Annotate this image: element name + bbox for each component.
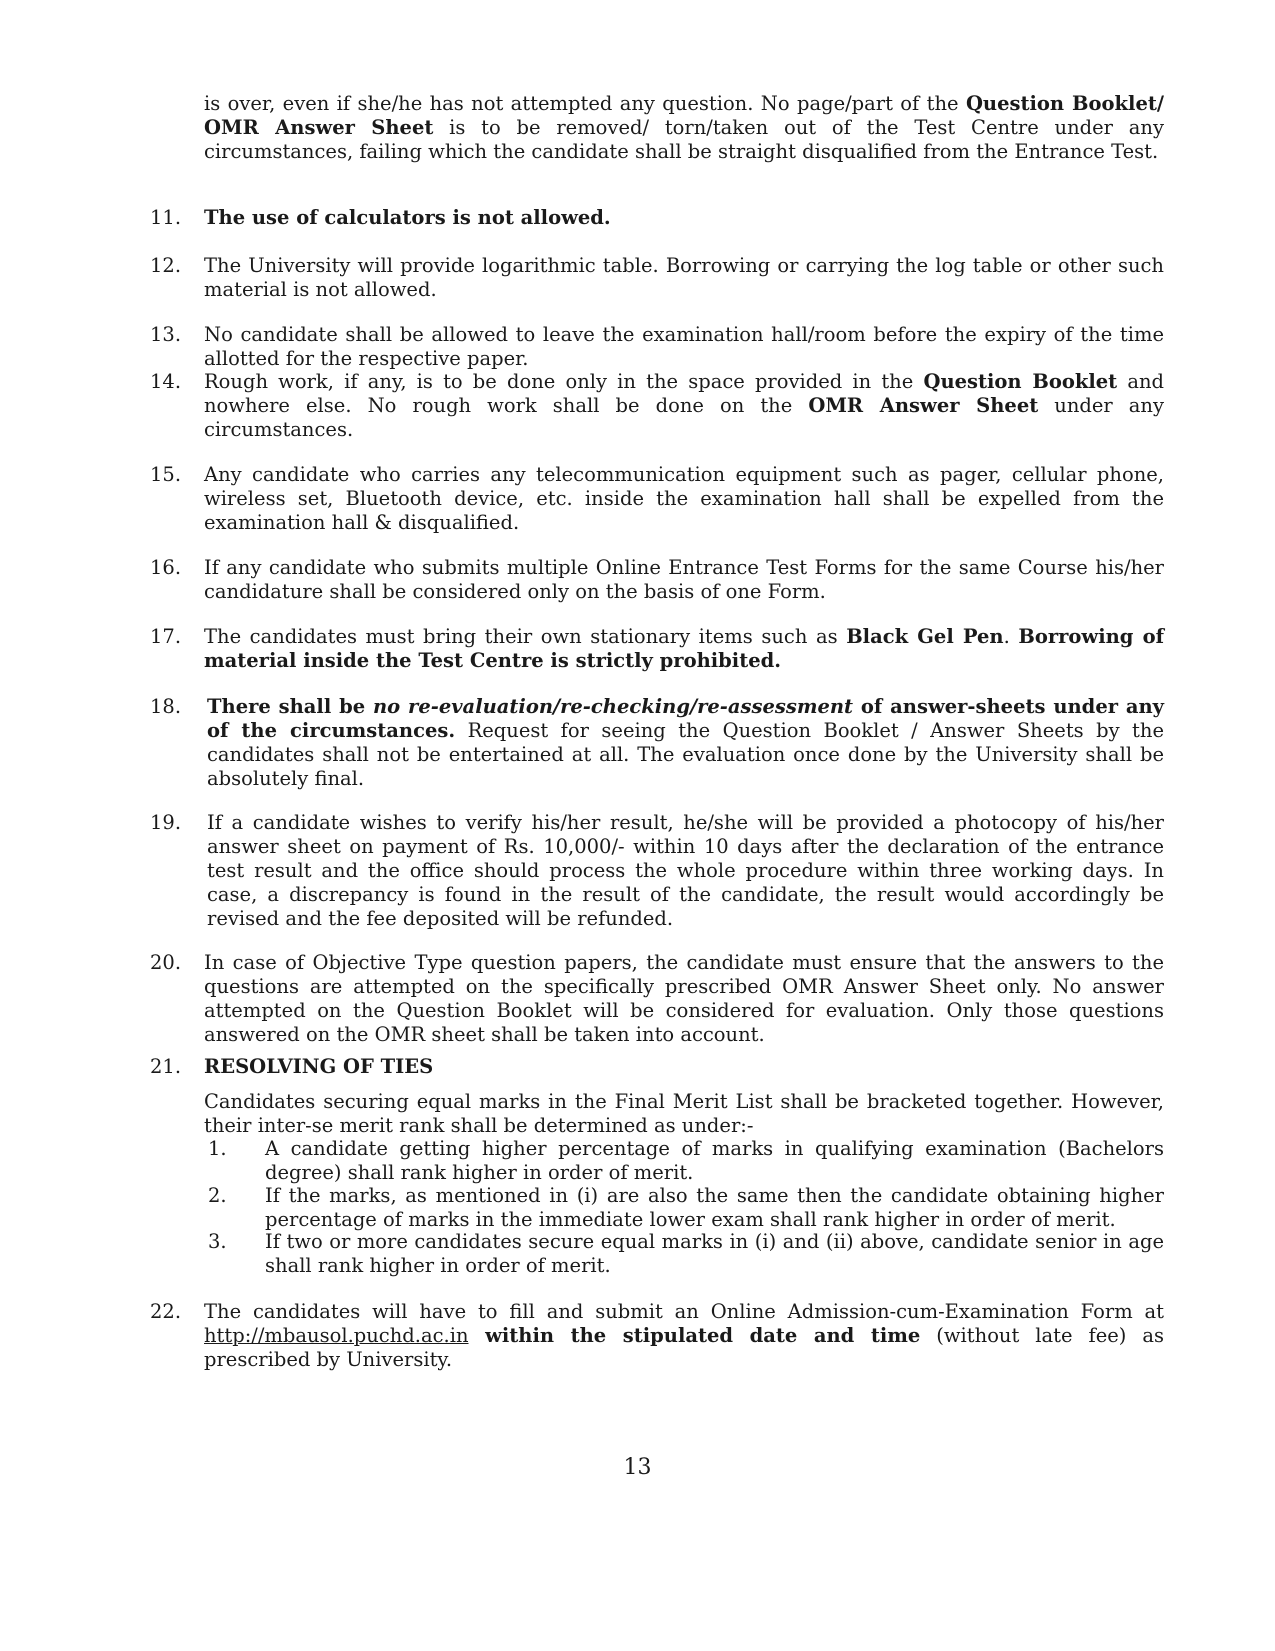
item-text: In case of Objective Type question papers, the candidate must ensure that the answers to the questions are attempted on the specifically prescribed OMR Answer Sheet only. No answer attempted on the Question Booklet will be considered for evaluation. Only those questions answered on the OMR sheet shall be taken into account. [204, 951, 1164, 1046]
item-number: 12. [150, 254, 182, 277]
list-item-19 [150, 811, 1164, 931]
item-text: Rough work, if any, is to be done only in the space provided in the Question Booklet and nowhere else. No rough work shall be done on the OMR Answer Sheet under any circumstances. [204, 370, 1165, 441]
item-number: 20. [150, 951, 182, 974]
sub-item-text: If two or more candidates secure equal marks in (i) and (ii) above, candidate senior in age shall rank higher in order of merit. [265, 1230, 1164, 1277]
list-item-11 [150, 206, 1164, 230]
item-number: 16. [150, 556, 182, 579]
item-number: 11. [150, 206, 182, 229]
page-number: 13 [623, 1455, 652, 1480]
item-number: 17. [150, 625, 182, 648]
item-text: The candidates must bring their own stationary items such as Black Gel Pen. Borrowing of material inside the Test Centre is strictly prohibited. [204, 625, 1164, 672]
sub-item-number: 1. [208, 1137, 227, 1160]
list-item-12 [150, 254, 1164, 302]
item-text: Any candidate who carries any telecommunication equipment such as pager, cellular phone, wireless set, Bluetooth device, etc. inside the examination hall shall be expelled from the examination hall & disqualified. [204, 463, 1164, 534]
item-text: If a candidate wishes to verify his/her result, he/she will be provided a photocopy of his/her answer sheet on payment of Rs. 10,000/- within 10 days after the declaration of the entrance test result and the office should process the whole procedure within three working days. In case, a discrepancy is found in the result of the candidate, the result would accordingly be revised and the fee deposited will be refunded. [207, 811, 1164, 930]
item-text: If any candidate who submits multiple Online Entrance Test Forms for the same Course his/her candidature shall be considered only on the basis of one Form. [204, 556, 1164, 603]
sub-item-1 [204, 1137, 1164, 1185]
item-text: The candidates will have to fill and submit an Online Admission-cum-Examination Form at http://mbausol.puchd.ac.in within the stipulated date and time (without late fee) as prescribed by University. [204, 1300, 1165, 1371]
item-number: 15. [150, 463, 182, 486]
item-text: The use of calculators is not allowed. [204, 206, 611, 229]
intro-paragraph: is over, even if she/he has not attempted any question. No page/part of the Question Booklet/ OMR Answer Sheet is to be removed/ torn/taken out of the Test Centre under any circumstances, failing which the candidate shall be straight disqualified from the Entrance Test. [204, 92, 1164, 163]
sub-item-text: If the marks, as mentioned in (i) are also the same then the candidate obtaining higher percentage of marks in the immediate lower exam shall rank higher in order of merit. [265, 1184, 1164, 1231]
list-item-17 [150, 625, 1164, 673]
sub-item-number: 2. [208, 1184, 227, 1207]
ties-body: Candidates securing equal marks in the Final Merit List shall be bracketed together. However, their inter-se merit rank shall be determined as under:- [204, 1090, 1164, 1137]
list-item-18 [150, 695, 1164, 791]
list-item-13 [150, 323, 1164, 371]
sub-item-text: A candidate getting higher percentage of marks in qualifying examination (Bachelors degree) shall rank higher in order of merit. [265, 1137, 1164, 1184]
list-item-16 [150, 556, 1164, 604]
item-number: 19. [150, 811, 182, 834]
list-item-14 [150, 370, 1164, 442]
list-item-20 [150, 951, 1164, 1047]
website-link[interactable]: http://mbausol.puchd.ac.in [204, 1324, 469, 1347]
item-text: No candidate shall be allowed to leave the examination hall/room before the expiry of the time allotted for the respective paper. [204, 323, 1164, 370]
sub-item-2 [204, 1184, 1164, 1232]
item-number: 22. [150, 1300, 182, 1323]
item-number: 21. [150, 1055, 182, 1078]
item-text: The University will provide logarithmic table. Borrowing or carrying the log table or other such material is not allowed. [204, 254, 1164, 301]
item-number: 13. [150, 323, 182, 346]
item-heading: RESOLVING OF TIES [204, 1055, 434, 1078]
item-text: There shall be no re-evaluation/re-checking/re-assessment of answer-sheets under any of the circumstances. Request for seeing the Question Booklet / Answer Sheets by the candidates shall not be entertained at all. The evaluation once done by the University shall be absolutely final. [207, 695, 1164, 790]
list-item-22 [150, 1300, 1164, 1372]
sub-item-number: 3. [208, 1230, 227, 1253]
item-number: 18. [150, 695, 182, 718]
list-item-15 [150, 463, 1164, 535]
list-item-21 [150, 1055, 1164, 1079]
item-number: 14. [150, 370, 182, 393]
sub-item-3 [204, 1230, 1164, 1278]
